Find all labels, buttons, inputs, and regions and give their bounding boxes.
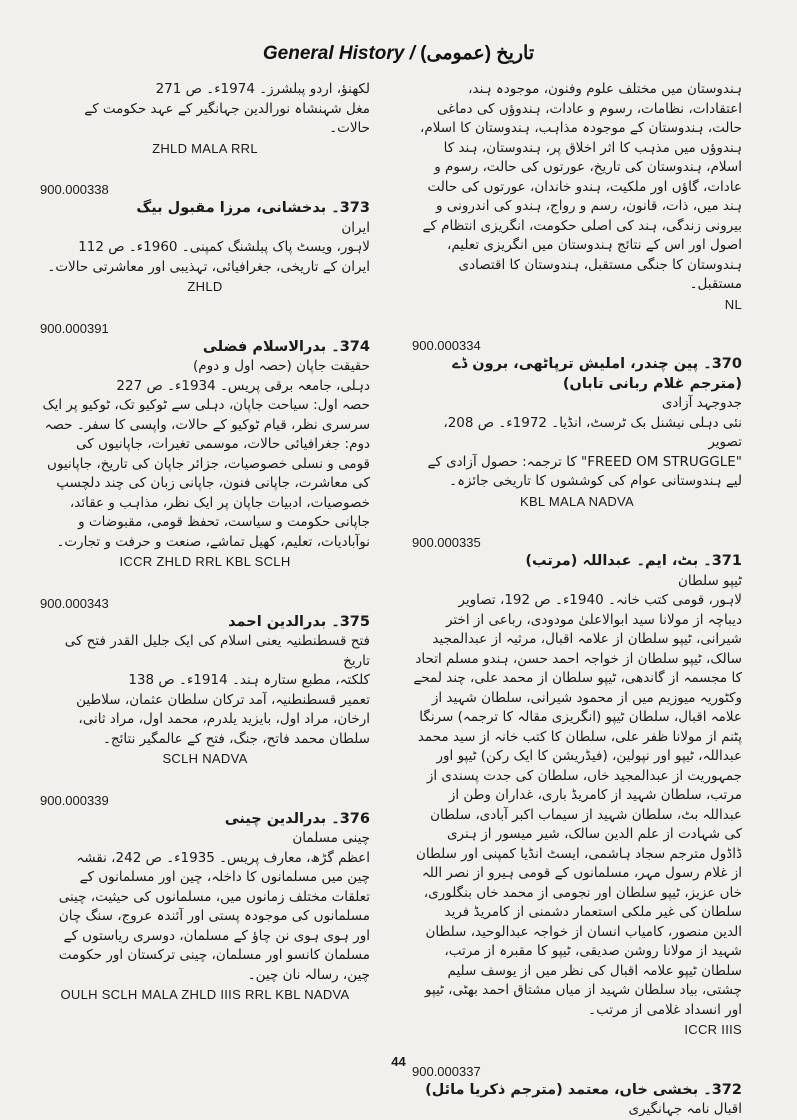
library-codes: NL [724,296,742,312]
entry-title-376: 376۔ بدرالدین چینی [224,810,370,827]
text-line: لکھنؤ، اردو پبلشرز۔ 1974ء۔ ص 271 [155,81,370,97]
entry-body-373 [40,219,370,278]
text-line: دہلی، جامعہ برقی پریس۔ 1934ء۔ ص 227 [116,377,370,394]
library-codes: ICCR ZHLD RRL KBL SCLH [119,554,291,569]
text-line: اعظم گڑھ، معارف پریس۔ 1935ء۔ ص 242، نقشہ [76,849,370,866]
entry-title-374: 374۔ بدرالاسلام فضلی [202,338,370,355]
library-codes: ZHLD [187,279,223,294]
text-line: نئی دہلی نیشنل بک ٹرسٹ، انڈیا۔ 1972ء۔ ص 208، تصویر [443,414,742,450]
text-line: جدوجہد آزادی [661,395,742,411]
text-line: لاہور، ویسٹ پاک پبلشنگ کمپنی۔ 1960ء۔ ص 112 [78,239,370,255]
text-line: ایران [341,219,370,236]
text-line: تعمیر قسطنطنیہ، آمد ترکان سلطان عثمان، سلاطین ارخان، مراد اول، بایزید یلدرم، محمد اول، مراد ثانی، سلطان محمد فاتح، جنگ، فتح کے عالمگیر نتائج۔ [76,691,370,747]
page-header [0,42,797,65]
right-column [412,80,742,1120]
library-codes: SCLH NADVA [162,751,248,766]
entry-title-372: 372۔ بخشی خاں، معتمد (مترجم ذکریا مائل) [425,1081,742,1098]
text-line: ایران کے تاریخی، جغرافیائی، تہذیبی اور معاشرتی حالات۔ [47,258,370,275]
entry-code: 900.000334 [412,338,481,353]
text-line: چینی مسلمان [292,830,370,846]
text-line: چین میں مسلمانوں کا داخلہ، چین اور مسلمانوں کے تعلقات مختلف زمانوں میں، مسلمانوں کی حیثیت، چینی مسلمانوں کی موجودہ پستی اور آئندہ عروج، سنگ چان اور ہوی ہوی نن چاؤ کے مسلمان، دوسری ریاستوں کے مسلمان کانسو اور مسلمان، چینی ترکستان اور حکومت چین، رسالہ نان چین۔ [58,869,370,983]
text-line: مغل شہنشاہ نورالدین جہانگیر کے عہد حکومت کے حالات۔ [84,100,370,136]
entry-code: 900.000335 [412,535,481,550]
entry-code: 900.000339 [40,792,109,808]
entry-code: 900.000338 [40,182,109,197]
entry-body-370 [412,394,742,492]
header-title-urdu: تاریخ (عمومی) [420,43,535,64]
left-top-block [40,80,370,139]
entry-body-374 [40,357,370,552]
text-line: اقبال نامہ جہانگیری [628,1101,742,1117]
text-line: حقیقت جاپان (حصہ اول و دوم) [192,358,370,374]
text-line: کلکتہ، مطبع ستارہ ہند۔ 1914ء۔ ص 138 [128,672,370,688]
right-top-block [412,80,742,295]
entry-body-376 [40,829,370,985]
entry-code: 900.000343 [40,595,109,611]
entry-code: 900.000391 [40,320,109,336]
text-line: ہندوستان میں مختلف علوم وفنون، موجودہ ہند، اعتقادات، نظامات، رسوم و عادات، ہندوؤں کی دماغی حالت، ہندوستان کے موجودہ مذاہب، ہندوستان کا اسلام، ہندوؤں میں مذہب کا اثر اخلاق پر، ہندوستان، ہند کا اسلام، ہندوستان کی تاریخ، عورتوں کی حالت، رسوم و عادات، گاؤں اور ملکیت، ہندو خاندان، عورتوں کی حالت ہند میں، ذات، قانون، رسم و رواج، ہندو کی اندرونی و بیرونی زندگی، ہند کی اصلی حکومت، انگریزی انتظام کے اصول اور اس کے نتائج ہندوستان میں انگریزی تعلیم، ہندوستان کا جنگی مستقبل، ہندوستان کا اقتصادی مستقبل۔ [420,81,742,292]
entry-title-375: 375۔ بدرالدین احمد [228,613,370,630]
entry-body-372 [412,1100,742,1120]
entry-body-371 [412,572,742,1021]
entry-body-375 [40,632,370,749]
left-column [40,80,370,1005]
text-line: لاہور، قومی کتب خانہ۔ 1940ء۔ ص 192، تصاویر [458,592,742,608]
text-line: دیباچہ از مولانا سید ابوالاعلیٰ مودودی، رباعی از اختر شیرانی، ٹیپو سلطان از علامہ اقبال، مرثیہ از عبدالمجید سالک، ٹیپو سلطان از خواجہ احمد حسن، ہندو مسلم اتحاد کا مجسمہ از گاندھی، ٹیپو سلطان از محمد علی، چند لمحے وکٹوریہ میوزیم میں از محمود شیرانی، سلطان شہید از علامہ اقبال، سلطان ٹیپو (انگریزی مقالہ کا ترجمہ) سرنگا پٹنم از مولانا ظفر علی، سلطان کا کتب خانہ از سید محمد عبداللہ، ٹیپو اور نپولین، (فیڈریشن کا ایک رکن) ٹیپو اور جمہوریت از عبدالمجید خاں، سلطان کی جدت پسندی از مرتب، سلطان شہید از کامریڈ باری، غداران وطن از عبداللہ بٹ، سلطان شہید از سیماب اکبر آبادی، سلطان کی شہادت از علم الدین سالک، شیر میسور از ہنری ڈاڈول مترجم سجاد ہاشمی، ایسٹ انڈیا کمپنی اور سلطان از غلام رسول مہر، مسلمانوں کے قومی ہیرو از نصر اللہ خاں عزیز، ٹیپو سلطان اور نجومی از محمد خاں بنگلوری، سلطان کی غیر ملکی استعمار دشمنی از کامریڈ فرید الدین منصور، کامیاب انسان از خواجہ عبدالوحید، سلطان شہید از مولانا روشن صدیقی، ٹیپو کا مقبرہ از مرتب، سلطان ٹیپو علامہ اقبال کی نظر میں از یوسف سلیم چشتی، بیاد سلطان شہید از میاں مشتاق احمد بھٹی، ٹیپو اور انسداد غلامی از مرتب۔ [413,611,742,1018]
text-line: فتح قسطنطنیہ یعنی اسلام کی ایک جلیل القدر فتح کی تاریخ [64,633,370,669]
entry-code: 900.000337 [412,1063,481,1079]
entry-title-373: 373۔ بدخشانی، مرزا مقبول بیگ [136,200,370,216]
header-title-english: General History / [262,43,415,64]
entry-title-371: 371۔ بٹ، ایم۔ عبداللہ (مرتب) [525,553,742,569]
text-line: "FREED OM STRUGGLE" کا ترجمہ: حصول آزادی کے لیے ہندوستانی عوام کی کوششوں کا تاریخی جائزہ۔ [427,453,742,489]
library-codes: KBL MALA NADVA [519,493,635,509]
text-line: حصہ اول: سیاحت جاپان، دہلی سے ٹوکیو تک، ٹوکیو پر ایک سرسری نظر، قیام ٹوکیو کے حالات، واپسی کا سفر۔ حصہ دوم: جغرافیائی حالات، موسمی تغیرات، جاپانیوں کی قومی و نسلی خصوصیات، جزائر جاپان کی تاریخ، جاپانیوں کی معاشرت، جاپانی فنون، جاپانی زبان کی چند دلچسپ خصوصیات، ادبیات جاپان پر ایک نظر، مذاہب و عقائد، جاپانی حکومت و سیاست، تحفظ قومی، مقبوضات و نوآبادیات، تعلیم، کھیل تماشے، صنعت و حرفت و تجارت۔ [42,397,370,550]
library-codes: OULH SCLH MALA ZHLD IIIS RRL KBL NADVA [60,987,350,1002]
page-number: 44 [391,1054,406,1069]
text-line: ٹیپو سلطان [677,572,742,589]
library-codes: ICCR IIIS [684,1022,742,1037]
entry-title-370: 370۔ پین چندر، املیش ترپاٹھی، برون ڈے (مترجم غلام ربانی تاباں) [452,356,742,392]
library-codes: ZHLD MALA RRL [152,140,258,156]
